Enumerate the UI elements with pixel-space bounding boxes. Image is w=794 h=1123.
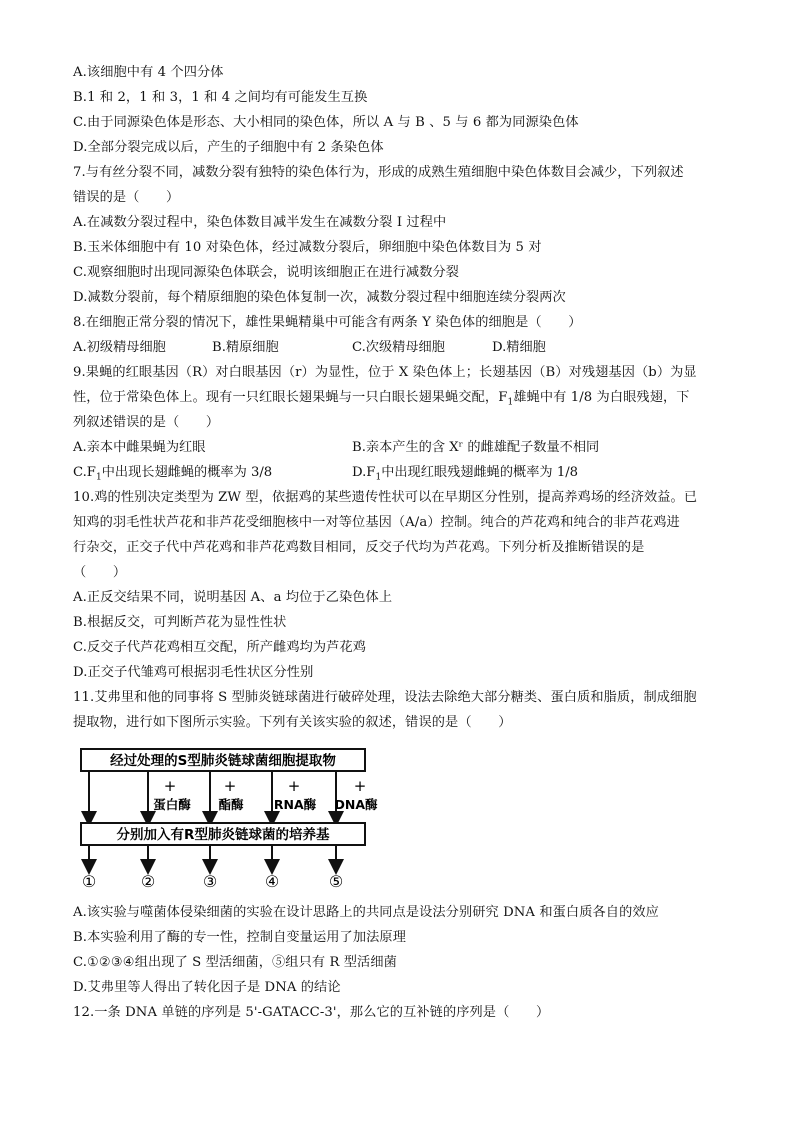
question-9-stem-end: 列叙述错误的是（ ） xyxy=(73,415,220,430)
question-7-stem: 7.与有丝分裂不同，减数分裂有独特的染色体行为，形成的成熟生殖细胞中染色体数目会减少，下列叙述 xyxy=(73,165,684,180)
option-8a: A.初级精母细胞 xyxy=(73,340,166,355)
question-11-stem: 11.艾弗里和他的同事将 S 型肺炎链球菌进行破碎处理，设法去除绝大部分糖类、蛋白质和脂质，制成细胞 xyxy=(73,690,697,705)
experiment-diagram xyxy=(73,745,378,893)
option-11d: D.艾弗里等人得出了转化因子是 DNA 的结论 xyxy=(73,980,341,995)
option-6c: C.由于同源染色体是形态、大小相同的染色体，所以 A 与 B 、5 与 6 都为同源染色体 xyxy=(73,115,579,130)
question-11-stem-cont: 提取物，进行如下图所示实验。下列有关该实验的叙述，错误的是（ ） xyxy=(73,715,512,730)
question-10-stem: 10.鸡的性别决定类型为 ZW 型，依据鸡的某些遗传性状可以在早期区分性别，提高养鸡场的经济效益。已 xyxy=(73,490,698,505)
option-10c: C.反交子代芦花鸡相互交配，所产雌鸡均为芦花鸡 xyxy=(73,640,367,655)
option-7c: C.观察细胞时出现同源染色体联会，说明该细胞正在进行减数分裂 xyxy=(73,265,460,280)
option-8c: C.次级精母细胞 xyxy=(352,340,445,355)
question-10-stem-cont2: 行杂交，正交子代中芦花鸡和非芦花鸡数目相同，反交子代均为芦花鸡。下列分析及推断错误的是 xyxy=(73,540,645,555)
question-9-stem-cont xyxy=(73,389,723,407)
option-6b: B.1 和 2，1 和 3，1 和 4 之间均有可能发生互换 xyxy=(73,90,368,105)
subscript: 1 xyxy=(95,472,102,483)
option-7b: B.玉米体细胞中有 10 对染色体，经过减数分裂后，卵细胞中染色体数目为 5 对 xyxy=(73,240,542,255)
option-9b: B.亲本产生的含 Xʳ 的雌雄配子数量不相同 xyxy=(352,440,600,455)
option-10a: A.正反交结果不同，说明基因 A、a 均位于乙染色体上 xyxy=(73,590,393,605)
option-11a: A.该实验与噬菌体侵染细菌的实验在设计思路上的共同点是设法分别研究 DNA 和蛋白质各自的效应 xyxy=(73,905,659,920)
enzyme-esterase: 酯酶 xyxy=(218,797,244,812)
group-label-1: ① xyxy=(81,872,97,891)
text-part: 雄蝇中有 1/8 为白眼残翅，下 xyxy=(513,390,690,405)
enzyme-dnase: DNA酶 xyxy=(334,797,378,812)
text-part: 中出现长翅雌蝇的概率为 3/8 xyxy=(101,465,273,480)
question-9-stem: 9.果蝇的红眼基因（R）对白眼基因（r）为显性，位于 X 染色体上；长翅基因（B）对残翅基因（b）为显 xyxy=(73,365,697,380)
question-8-stem: 8.在细胞正常分裂的情况下，雄性果蝇精巢中可能含有两条 Y 染色体的细胞是（ ） xyxy=(73,315,582,330)
group-label-4: ④ xyxy=(264,872,280,891)
subscript: 1 xyxy=(507,397,514,408)
question-10-stem-end: （ ） xyxy=(73,565,127,580)
medium-box-label: 分别加入有R型肺炎链球菌的培养基 xyxy=(116,827,330,843)
option-9a: A.亲本中雌果蝇为红眼 xyxy=(73,440,206,455)
option-8d: D.精细胞 xyxy=(492,340,546,355)
option-6a: A.该细胞中有 4 个四分体 xyxy=(73,65,224,80)
option-6d: D.全部分裂完成以后，产生的子细胞中有 2 条染色体 xyxy=(73,140,384,155)
enzyme-protease: 蛋白酶 xyxy=(153,797,191,812)
option-9c xyxy=(73,464,272,482)
question-7-stem-cont: 错误的是（ ） xyxy=(73,190,180,205)
option-7d: D.减数分裂前，每个精原细胞的染色体复制一次，减数分裂过程中细胞连续分裂两次 xyxy=(73,290,566,305)
option-11c: C.①②③④组出现了 S 型活细菌，⑤组只有 R 型活细菌 xyxy=(73,955,397,970)
subscript: 1 xyxy=(375,472,382,483)
group-label-5: ⑤ xyxy=(328,872,344,891)
option-8b: B.精原细胞 xyxy=(212,340,279,355)
option-10b: B.根据反交，可判断芦花为显性性状 xyxy=(73,615,287,630)
option-10d: D.正交子代雏鸡可根据羽毛性状区分性别 xyxy=(73,665,314,680)
question-12-stem: 12.一条 DNA 单链的序列是 5'-GATACC-3'，那么它的互补链的序列是（ ） xyxy=(73,1005,550,1020)
plus-sign: + xyxy=(287,777,301,795)
group-label-2: ② xyxy=(140,872,156,891)
option-11b: B.本实验利用了酶的专一性，控制自变量运用了加法原理 xyxy=(73,930,406,945)
plus-sign: + xyxy=(163,777,177,795)
question-10-stem-cont: 知鸡的羽毛性状芦花和非芦花受细胞核中一对等位基因（A/a）控制。纯合的芦花鸡和纯合的非芦花鸡进 xyxy=(73,515,680,530)
text-part: C.F xyxy=(73,465,96,480)
option-9d xyxy=(352,464,578,482)
option-7a: A.在减数分裂过程中，染色体数目减半发生在减数分裂 I 过程中 xyxy=(73,215,447,230)
enzyme-rnase: RNA酶 xyxy=(273,797,317,812)
text-part: D.F xyxy=(352,465,376,480)
group-label-3: ③ xyxy=(202,872,218,891)
extract-box-label: 经过处理的S型肺炎链球菌细胞提取物 xyxy=(110,753,336,769)
text-part: 中出现红眼残翅雌蝇的概率为 1/8 xyxy=(381,465,579,480)
plus-sign: + xyxy=(223,777,237,795)
text-part: 性，位于常染色体上。现有一只红眼长翅果蝇与一只白眼长翅果蝇交配，F xyxy=(73,390,508,405)
plus-sign: + xyxy=(353,777,367,795)
